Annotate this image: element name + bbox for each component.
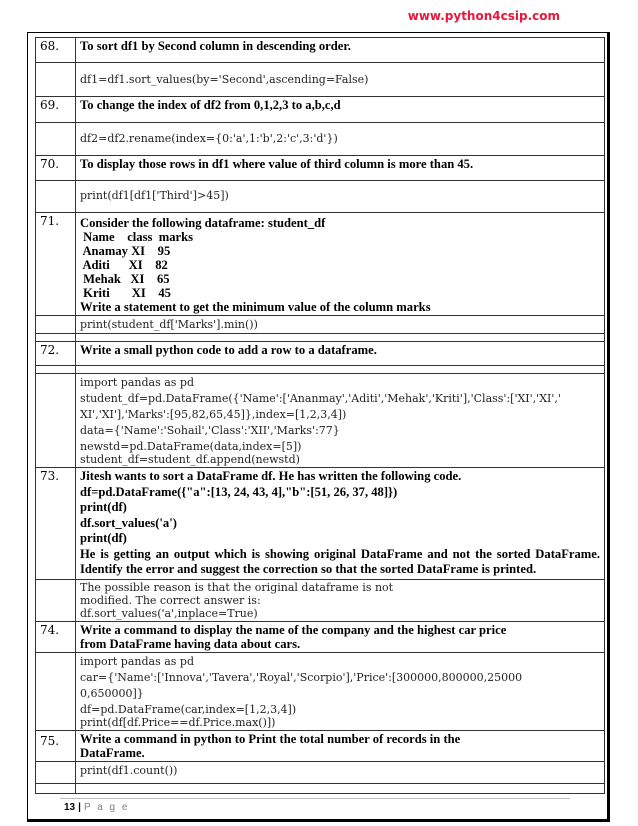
answer-row [36,123,605,156]
answer-text: print(df1[df1['Third']>45]) [76,181,605,213]
answer-row [36,63,605,97]
answer-row [36,579,605,621]
answer-row [36,652,605,730]
footer-separator: | [78,802,81,813]
question-number: 75. [36,730,76,761]
qa-table [35,37,605,794]
question-row [36,156,605,181]
answer-text: The possible reason is that the original dataframe is not modified. The correct answer is: df.sort_values('a',inplace=True) [76,579,605,621]
answer-row [36,374,605,468]
answer-text: df1=df1.sort_values(by='Second',ascending=False) [76,63,605,97]
answer-text: print(df1.count()) [76,761,605,783]
question-text: Write a small python code to add a row to a dataframe. [76,342,605,366]
question-text: To display those rows in df1 where value of third column is more than 45. [76,156,605,181]
question-text: Write a command in python to Print the total number of records in the DataFrame. [76,730,605,761]
answer-row [36,761,605,783]
question-number: 71. [36,213,76,316]
answer-text: import pandas as pd car={'Name':['Innova','Tavera','Royal','Scorpio'],'Price':[300000,800000,25000 0,650000]} df=pd.DataFrame(car,index=[1,2,3,4]) print(df[df.Price==df.Price.max()]) [76,652,605,730]
question-row [36,468,605,580]
question-text: To sort df1 by Second column in descending order. [76,38,605,63]
question-text: To change the index of df2 from 0,1,2,3 to a,b,c,d [76,97,605,123]
answer-text: df2=df2.rename(index={0:'a',1:'b',2:'c',3:'d'}) [76,123,605,156]
question-text: Consider the following dataframe: student_df Name class marks Anamay XI 95 Aditi XI 82 Mehak XI 65 Kriti XI 45 Write a statement to get the minimum value of the column marks [76,213,605,316]
spacer-row [36,783,605,793]
question-number: 74. [36,621,76,652]
answer-text: import pandas as pd student_df=pd.DataFrame({'Name':['Ananmay','Aditi','Mehak','Kriti'],'Class':['XI','XI',' XI','XI'],'Marks':[95,82,65,45]},index=[1,2,3,4]) data={'Name':'Sohail','Class':'XII','Marks':77} newstd=pd.DataFrame(data,index=[5]) student_df=student_df.append(newstd) [76,374,605,468]
question-row [36,213,605,316]
question-number: 69. [36,97,76,123]
question-row [36,730,605,761]
footer-divider [60,798,570,799]
site-url[interactable]: www.python4csip.com [407,9,560,23]
answer-row [36,181,605,213]
page-footer [64,802,129,813]
question-number: 68. [36,38,76,63]
answer-row [36,316,605,334]
spacer-row [36,366,605,374]
question-row [36,621,605,652]
question-number: 73. [36,468,76,580]
question-number: 72. [36,342,76,366]
answer-text: print(student_df['Marks'].min()) [76,316,605,334]
question-row [36,38,605,63]
question-text: Write a command to display the name of the company and the highest car price from DataFrame having data about cars. [76,621,605,652]
page-label: P a g e [83,802,130,813]
question-text: Jitesh wants to sort a DataFrame df. He has written the following code. df=pd.DataFrame({"a":[13, 24, 43, 4],"b":[51, 26, 37, 48]}) print(df) df.sort_values('a') print(df) He is getting an output which is showing original DataFrame and not the sorted DataFrame. Identify the error and suggest the correction so that the sorted DataFrame is printed. [76,468,605,580]
question-row [36,97,605,123]
spacer-row [36,334,605,342]
page-number: 13 [64,802,76,813]
question-number: 70. [36,156,76,181]
question-row [36,342,605,366]
